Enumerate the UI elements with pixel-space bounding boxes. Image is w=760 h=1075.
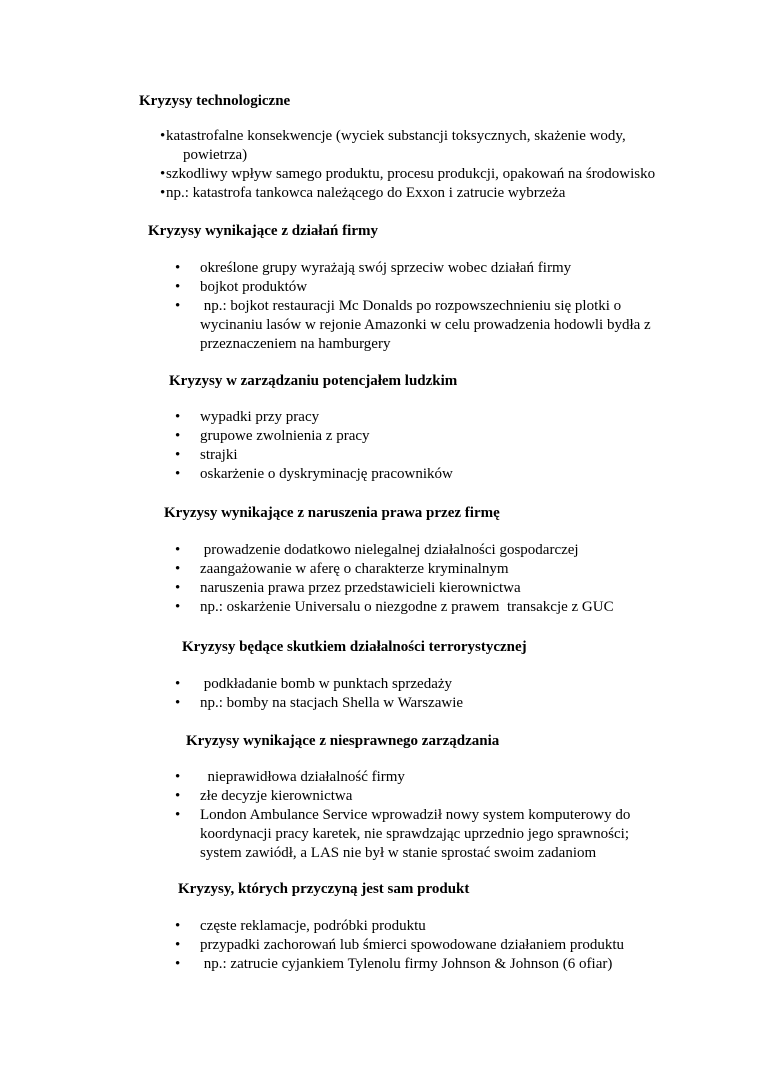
list-item-text-continuation: powietrza)	[183, 147, 248, 163]
list-item	[175, 579, 695, 598]
bullet-icon: •	[175, 409, 181, 425]
list-item	[175, 768, 657, 787]
section-heading-product: Kryzysy, których przyczyną jest sam produkt	[178, 881, 470, 897]
product-list	[175, 917, 695, 974]
bullet-icon: •	[175, 676, 181, 692]
list-item	[160, 127, 720, 165]
bullet-icon: •	[175, 279, 181, 295]
bullet-icon: •	[175, 788, 181, 804]
list-item	[175, 259, 675, 278]
bullet-icon: •	[160, 185, 166, 201]
list-item-text: katastrofalne konsekwencje (wyciek substancji toksycznych, skażenie wody,	[166, 128, 626, 144]
law-violation-list	[175, 541, 695, 617]
list-item-text: np.: oskarżenie Universalu o niezgodne z prawem transakcje z GUC	[200, 599, 614, 615]
section-heading-mismanagement: Kryzysy wynikające z niesprawnego zarządzania	[186, 733, 500, 749]
bullet-icon: •	[175, 298, 181, 314]
bullet-icon: •	[175, 260, 181, 276]
list-item-text: wypadki przy pracy	[200, 409, 320, 425]
section-heading-law-violation: Kryzysy wynikające z naruszenia prawa przez firmę	[164, 505, 500, 521]
list-item	[175, 694, 675, 713]
list-item	[175, 675, 675, 694]
list-item	[175, 917, 695, 936]
bullet-icon: •	[175, 956, 181, 972]
list-item-text: nieprawidłowa działalność firmy	[200, 769, 405, 785]
bullet-icon: •	[175, 918, 181, 934]
list-item-text: przypadki zachorowań lub śmierci spowodowane działaniem produktu	[200, 937, 625, 953]
list-item-text: np.: bojkot restauracji Mc Donalds po rozpowszechnieniu się plotki o wycinaniu lasów w rejonie Amazonki w celu prowadzenia hodowli bydła z przeznaczeniem na hamburgery	[200, 298, 655, 352]
list-item-text: podkładanie bomb w punktach sprzedaży	[200, 676, 453, 692]
list-item	[175, 465, 675, 484]
bullet-icon: •	[175, 580, 181, 596]
list-item	[175, 936, 695, 955]
bullet-icon: •	[175, 542, 181, 558]
list-item-text: prowadzenie dodatkowo nielegalnej działalności gospodarczej	[200, 542, 579, 558]
bullet-icon: •	[175, 807, 181, 823]
technological-list	[160, 127, 720, 203]
list-item-text: określone grupy wyrażają swój sprzeciw wobec działań firmy	[200, 260, 572, 276]
list-item-text: np.: zatrucie cyjankiem Tylenolu firmy Johnson & Johnson (6 ofiar)	[200, 956, 613, 972]
bullet-icon: •	[175, 937, 181, 953]
company-actions-list	[175, 259, 675, 354]
human-potential-list	[175, 408, 675, 484]
list-item-text: np.: bomby na stacjach Shella w Warszawie	[200, 695, 464, 711]
bullet-icon: •	[175, 447, 181, 463]
section-heading-technological: Kryzysy technologiczne	[139, 93, 291, 109]
bullet-icon: •	[175, 561, 181, 577]
list-item	[175, 408, 675, 427]
terrorism-list	[175, 675, 675, 713]
list-item	[175, 446, 675, 465]
list-item	[175, 955, 695, 974]
list-item	[175, 427, 675, 446]
section-heading-human-potential: Kryzysy w zarządzaniu potencjałem ludzkim	[169, 373, 458, 389]
list-item-text: strajki	[200, 447, 238, 463]
section-heading-terrorism: Kryzysy będące skutkiem działalności terrorystycznej	[182, 639, 527, 655]
mismanagement-list	[175, 768, 657, 863]
list-item-text: London Ambulance Service wprowadził nowy system komputerowy do koordynacji pracy karetek, nie sprawdzając uprzednio jego sprawności; system zawiódł, a LAS nie był w stanie sprostać swoim zadaniom	[200, 807, 635, 861]
list-item-text: częste reklamacje, podróbki produktu	[200, 918, 426, 934]
bullet-icon: •	[160, 166, 166, 182]
list-item-text: bojkot produktów	[200, 279, 308, 295]
section-heading-company-actions: Kryzysy wynikające z działań firmy	[148, 223, 378, 239]
list-item-text: szkodliwy wpływ samego produktu, procesu produkcji, opakowań na środowisko	[166, 166, 656, 182]
bullet-icon: •	[175, 769, 181, 785]
list-item	[175, 598, 695, 617]
list-item-text: oskarżenie o dyskryminację pracowników	[200, 466, 453, 482]
list-item	[160, 165, 720, 184]
list-item	[175, 806, 657, 863]
list-item-text: złe decyzje kierownictwa	[200, 788, 353, 804]
bullet-icon: •	[175, 466, 181, 482]
list-item	[175, 541, 695, 560]
bullet-icon: •	[175, 695, 181, 711]
list-item-text: grupowe zwolnienia z pracy	[200, 428, 370, 444]
list-item-text: zaangażowanie w aferę o charakterze kryminalnym	[200, 561, 509, 577]
list-item-text: naruszenia prawa przez przedstawicieli kierownictwa	[200, 580, 521, 596]
list-item	[175, 560, 695, 579]
list-item	[160, 184, 720, 203]
list-item-text: np.: katastrofa tankowca należącego do Exxon i zatrucie wybrzeża	[166, 185, 566, 201]
list-item	[175, 787, 657, 806]
bullet-icon: •	[175, 428, 181, 444]
list-item	[175, 297, 675, 354]
bullet-icon: •	[175, 599, 181, 615]
bullet-icon: •	[160, 128, 166, 144]
list-item	[175, 278, 675, 297]
